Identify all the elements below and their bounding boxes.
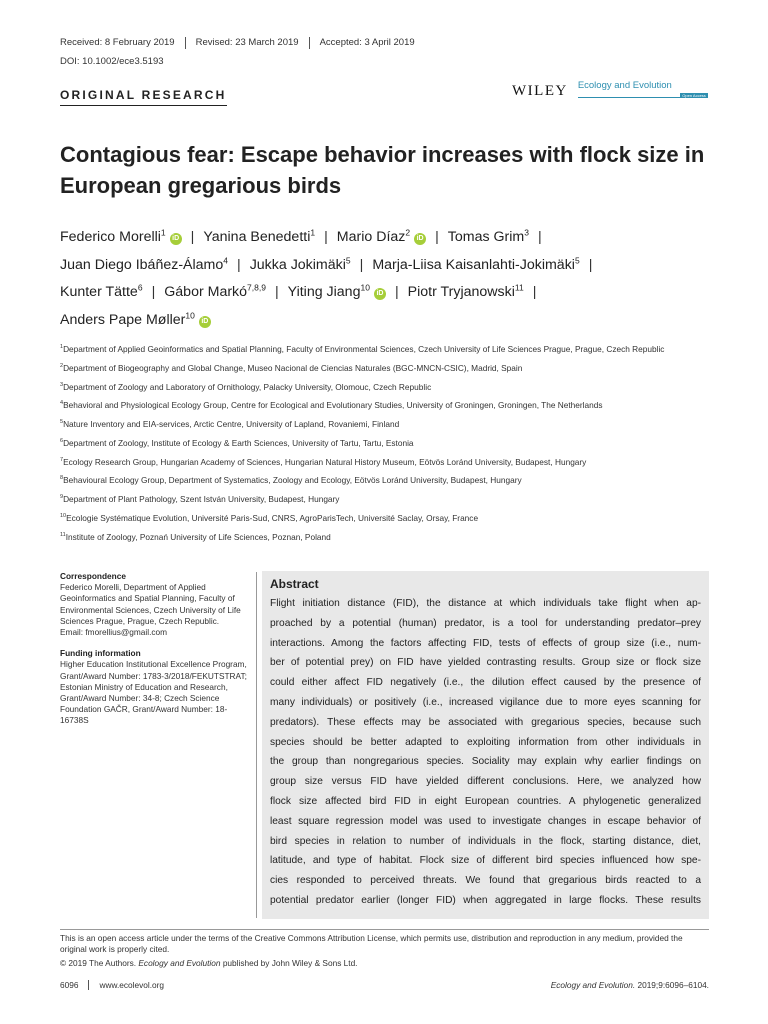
column-divider bbox=[256, 572, 257, 918]
abstract-line: ber of potential prey) on FID have yielded contrasting results. Group size or flock size bbox=[270, 657, 701, 669]
article-title: Contagious fear: Escape behavior increases with flock size in European gregarious birds bbox=[60, 142, 705, 198]
abstract-line: potential predator earlier (longer FID) when aggregated in large flocks. These results bbox=[270, 894, 701, 906]
affiliation-list bbox=[60, 342, 710, 548]
author[interactable]: Tomas Grim$^3$ bbox=[447, 227, 529, 245]
author[interactable]: Federico Morelli$^1$ bbox=[60, 227, 166, 245]
author[interactable]: Piotr Tryjanowski$^{11}$ bbox=[407, 282, 524, 300]
publisher-brand bbox=[512, 80, 708, 100]
author[interactable]: Kunter Tätte$^6$ bbox=[60, 282, 143, 300]
author[interactable]: Jukka Jokimäki$^5$ bbox=[249, 254, 351, 273]
open-access-badge: Open Access bbox=[682, 93, 706, 98]
author[interactable]: Mario Díaz$^2$ bbox=[336, 227, 411, 245]
orcid-icon[interactable]: iD bbox=[170, 233, 182, 245]
abstract-line: the group than nongregarious species. Sociality may explain why earlier findings on bbox=[270, 756, 701, 768]
funding-heading: Funding information bbox=[60, 648, 141, 659]
author[interactable]: Yanina Benedetti$^1$ bbox=[203, 227, 316, 245]
orcid-icon[interactable]: iD bbox=[414, 233, 426, 245]
affiliation: $^4$Behavioral and Physiological Ecology Group, Centre for Ecological and Evolutionary Studies, University of Groningen, Groningen, The Netherlands bbox=[60, 400, 603, 411]
affiliation: $^9$Department of Plant Pathology, Szent István University, Budapest, Hungary bbox=[60, 493, 340, 504]
abstract-line: Flight initiation distance (FID), the distance at which individuals take flight when ap- bbox=[270, 598, 701, 609]
section-label: ORIGINAL RESEARCH bbox=[60, 88, 227, 106]
abstract-line: proached by a potential (human) predator, is a tool for understanding predator–prey bbox=[270, 617, 701, 629]
abstract-line: interactions. Among the factors affecting FID, tests of effects of group size (i.e., num- bbox=[270, 637, 701, 649]
orcid-icon[interactable]: iD bbox=[199, 316, 211, 328]
affiliation: $^3$Department of Zoology and Laboratory of Ornithology, Palacky University, Olomouc, Czech Republic bbox=[60, 381, 432, 392]
journal-name: Ecology and Evolution bbox=[577, 80, 672, 91]
correspondence-text: Federico Morelli, Department of Applied Geoinformatics and Spatial Planning, Faculty of Environmental Sciences, Czech University of Life Sciences Prague, Prague, Czech Republic. bbox=[60, 582, 241, 626]
article-dates bbox=[60, 37, 425, 49]
author-line: Federico Morelli$^1$iD | Yanina Benedetti$^1$ | Mario Díaz$^2$iD | Tomas Grim$^3$ | bbox=[60, 227, 542, 245]
page-footer bbox=[60, 980, 709, 990]
doi[interactable]: DOI: 10.1002/ece3.5193 bbox=[60, 56, 164, 67]
received-date: Received: 8 February 2019 bbox=[60, 37, 175, 48]
author-line: Kunter Tätte$^6$ | Gábor Markó$^{7,8,9}$ | Yiting Jiang$^{10}$iD | Piotr Tryjanowski$^{11}$ | bbox=[60, 282, 537, 300]
abstract-heading: Abstract bbox=[270, 577, 319, 591]
affiliation: $^8$Behavioural Ecology Group, Department of Systematics, Zoology and Ecology, Eötvös Loránd University, Budapest, Hungary bbox=[60, 475, 522, 486]
correspondence-email[interactable]: Email: fmorellius@gmail.com bbox=[60, 627, 168, 638]
affiliation: $^{10}$Ecologie Systématique Evolution, Université Paris-Sud, CNRS, AgroParisTech, Université Saclay, Orsay, France bbox=[60, 512, 479, 523]
abstract-line: species should be better adapted to exploiting information from other individuals in bbox=[270, 736, 701, 748]
journal-url[interactable]: www.ecolevol.org bbox=[88, 980, 174, 990]
abstract-box bbox=[262, 571, 709, 919]
author[interactable]: Anders Pape Møller$^{10}$ bbox=[60, 309, 195, 328]
journal-logo bbox=[578, 80, 708, 98]
author-list bbox=[60, 224, 720, 334]
abstract-line: predators). These effects may be associated with gregarious species, because such bbox=[270, 716, 701, 728]
author[interactable]: Juan Diego Ibáñez-Álamo$^4$ bbox=[60, 254, 228, 273]
footnote-divider bbox=[60, 929, 709, 930]
affiliation: $^5$Nature Inventory and EIA-services, Arctic Centre, University of Lapland, Rovaniemi, Finland bbox=[60, 418, 400, 429]
abstract-line: bird species in relation to number of individuals in the flock, starting distance, diet, bbox=[270, 835, 701, 847]
funding-text: Higher Education Institutional Excellence Program, Grant/Award Number: 1783-3/2018/FEKUTSTRAT; Estonian Ministry of Education and Research, Grant/Award Number: 34-8; Czech Science Foundation GAČR, Grant/Award Number: 18-16738S bbox=[60, 659, 247, 726]
abstract-line: cies responded to perceived threats. We found that gregarious birds reacted to a bbox=[270, 875, 701, 887]
wiley-logo: WILEY bbox=[512, 83, 568, 99]
affiliation: $^1$Department of Applied Geoinformatics and Spatial Planning, Faculty of Environmental Sciences, Czech University of Life Sciences Prague, Prague, Czech Republic bbox=[60, 343, 665, 354]
author[interactable]: Gábor Markó$^{7,8,9}$ bbox=[164, 282, 266, 300]
abstract-line: group size versus FID have yielded different conclusions. Here, we analyzed how bbox=[270, 776, 701, 788]
author-line bbox=[60, 307, 720, 335]
correspondence-heading: Correspondence bbox=[60, 571, 126, 581]
orcid-icon[interactable]: iD bbox=[374, 288, 386, 300]
abstract-line: latitude, and type of habitat. Flock size of different bird species influenced how spe- bbox=[270, 855, 701, 867]
abstract-line: many individuals) or positively (i.e., increased vigilance due to more eyes scanning for bbox=[270, 696, 701, 708]
sidebar-info bbox=[60, 571, 250, 727]
copyright-text: © 2019 The Authors. Ecology and Evolution published by John Wiley & Sons Ltd. bbox=[60, 958, 358, 968]
author[interactable]: Yiting Jiang$^{10}$ bbox=[287, 282, 370, 300]
page-number: 6096 bbox=[60, 980, 79, 990]
affiliation: $^2$Department of Biogeography and Global Change, Museo Nacional de Ciencias Naturales (BGC-MNCN-CSIC), Madrid, Spain bbox=[60, 362, 523, 373]
license-text: This is an open access article under the terms of the Creative Commons Attribution License, which permits use, distribution and reproduction in any medium, provided the original work is properly cited. bbox=[60, 933, 683, 955]
abstract-line: flock size affected bird FID in eight European countries. A phylogenetic generalized bbox=[270, 795, 701, 807]
citation: Ecology and Evolution. 2019;9:6096–6104. bbox=[550, 980, 709, 990]
accepted-date: Accepted: 3 April 2019 bbox=[309, 37, 425, 49]
revised-date: Revised: 23 March 2019 bbox=[185, 37, 309, 49]
affiliation: $^6$Department of Zoology, Institute of Ecology & Earth Sciences, University of Tartu, Tartu, Estonia bbox=[60, 437, 414, 448]
abstract-line: least square regression model was used to investigate changes in escape behavior of bbox=[270, 815, 701, 827]
author[interactable]: Marja-Liisa Kaisanlahti-Jokimäki$^5$ bbox=[372, 254, 580, 273]
abstract-line: could either affect FID negatively (i.e., the dilution effect caused by the presence of bbox=[270, 677, 701, 689]
affiliation: $^{11}$Institute of Zoology, Poznań University of Life Sciences, Poznan, Poland bbox=[60, 531, 331, 542]
affiliation: $^7$Ecology Research Group, Hungarian Academy of Sciences, Hungarian Natural History Museum, Eötvös Loránd University, Budapest, Hungary bbox=[60, 456, 587, 467]
author-line: Juan Diego Ibáñez-Álamo$^4$ | Jukka Jokimäki$^5$ | Marja-Liisa Kaisanlahti-Jokimäki$^5$ | bbox=[60, 254, 593, 273]
